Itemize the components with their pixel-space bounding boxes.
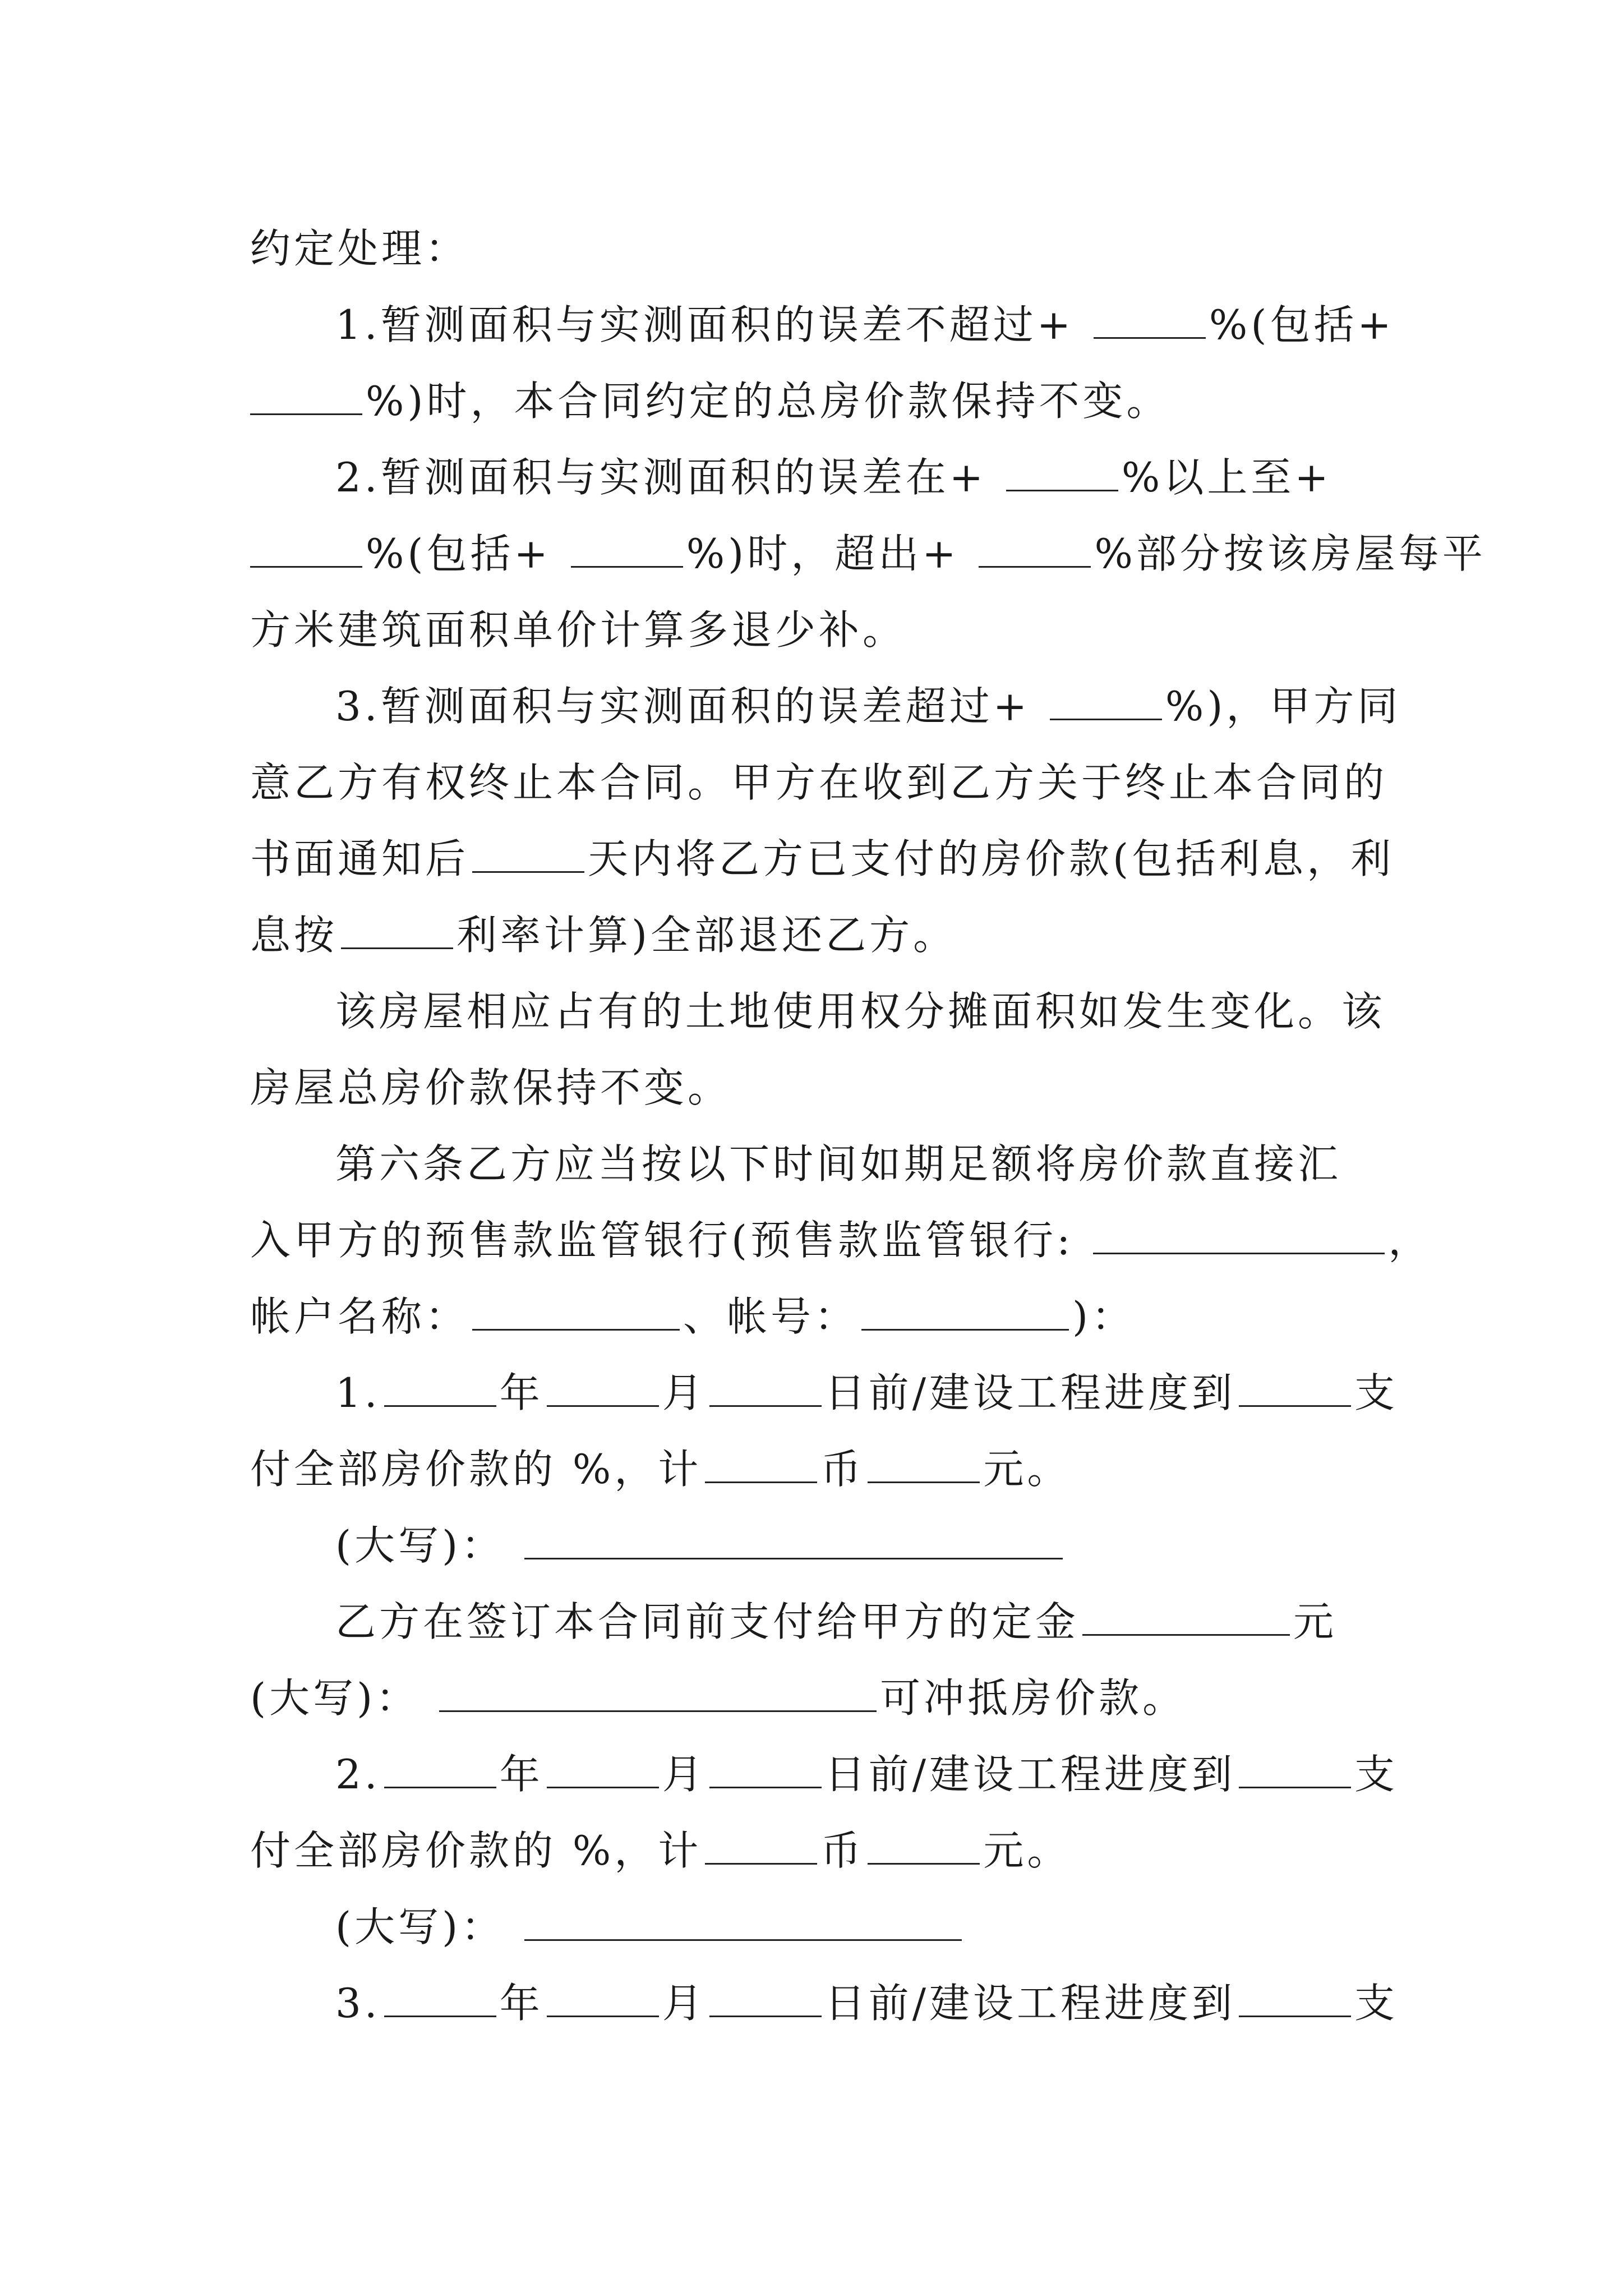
- line-text: %)时，本合同约定的总房价款保持不变。: [366, 378, 1170, 425]
- line-text: 支: [1354, 1369, 1399, 1416]
- fill-blank[interactable]: [547, 1372, 659, 1407]
- fill-blank[interactable]: [1239, 1753, 1351, 1788]
- line-text: 可冲抵房价款。: [880, 1674, 1187, 1722]
- line-text: 、帐号：: [683, 1293, 859, 1340]
- text-line: [250, 287, 1395, 363]
- fill-blank[interactable]: [1082, 1600, 1290, 1636]
- fill-blank[interactable]: [250, 532, 362, 568]
- line-text: 日前/建设工程进度到: [824, 1980, 1235, 2027]
- fill-blank[interactable]: [472, 1295, 680, 1331]
- fill-blank[interactable]: [1050, 685, 1162, 720]
- line-text: (大写)：: [250, 1674, 420, 1722]
- line-text: 币: [820, 1827, 865, 1874]
- line-text: 日前/建设工程进度到: [824, 1369, 1235, 1416]
- text-line: [250, 1126, 1377, 1202]
- line-text: ，: [1388, 1217, 1432, 1264]
- text-line: [250, 1431, 1377, 1507]
- text-line: [250, 592, 1377, 668]
- fill-blank[interactable]: [341, 914, 453, 949]
- text-line: [250, 1965, 1399, 2041]
- fill-blank[interactable]: [705, 1829, 817, 1865]
- line-text: 支: [1354, 1751, 1399, 1798]
- line-text: 利率计算)全部退还乙方。: [457, 912, 957, 959]
- line-text: 年: [499, 1369, 543, 1416]
- fill-blank[interactable]: [1093, 1219, 1385, 1254]
- text-line: [250, 1889, 1377, 1965]
- text-line: [250, 973, 1386, 1050]
- line-text: )：: [1072, 1293, 1136, 1340]
- text-line: [250, 897, 1377, 973]
- line-text: 3.暂测面积与实测面积的误差超过+: [335, 683, 1031, 730]
- line-text: 年: [499, 1751, 543, 1798]
- line-text: 元。: [983, 1827, 1071, 1874]
- line-text: 币: [820, 1446, 865, 1493]
- fill-blank[interactable]: [250, 380, 362, 415]
- fill-blank[interactable]: [524, 1524, 1063, 1559]
- line-text: %)，甲方同: [1165, 683, 1401, 730]
- line-text: 元。: [983, 1446, 1071, 1493]
- fill-blank[interactable]: [1094, 303, 1206, 339]
- text-line: [250, 1584, 1377, 1660]
- fill-blank[interactable]: [384, 1372, 496, 1407]
- line-text: 1.: [335, 1369, 381, 1416]
- line-text: 息按: [250, 912, 338, 959]
- text-line: [250, 210, 1377, 287]
- line-text: %(包括+: [1209, 301, 1395, 348]
- line-text: 2.: [335, 1751, 381, 1798]
- fill-blank[interactable]: [524, 1906, 962, 1941]
- fill-blank[interactable]: [1006, 456, 1118, 491]
- line-text: 年: [499, 1980, 543, 2027]
- fill-blank[interactable]: [709, 1753, 822, 1788]
- line-text: %)时，超出+: [686, 530, 960, 577]
- line-text: 付全部房价款的 %，计: [250, 1827, 702, 1874]
- line-text: 书面通知后: [250, 835, 469, 882]
- text-line: [250, 439, 1377, 516]
- fill-blank[interactable]: [1239, 1372, 1351, 1407]
- contract-text: [250, 210, 1486, 2041]
- line-text: 支: [1354, 1980, 1399, 2027]
- text-line: [250, 1278, 1377, 1355]
- line-text: 意乙方有权终止本合同。甲方在收到乙方关于终止本合同的: [250, 759, 1388, 806]
- text-line: [250, 668, 1401, 744]
- text-line: [250, 1736, 1399, 1812]
- line-text: 月: [662, 1751, 706, 1798]
- line-text: 天内将乙方已支付的房价款(包括利息，利: [588, 835, 1395, 882]
- fill-blank[interactable]: [547, 1753, 659, 1788]
- fill-blank[interactable]: [472, 838, 584, 873]
- fill-blank[interactable]: [868, 1448, 980, 1483]
- fill-blank[interactable]: [384, 1982, 496, 2017]
- fill-blank[interactable]: [384, 1753, 496, 1788]
- text-line: [250, 363, 1377, 439]
- fill-blank[interactable]: [705, 1448, 817, 1483]
- text-line: [250, 1355, 1399, 1431]
- text-line: [250, 516, 1486, 592]
- line-text: 付全部房价款的 %，计: [250, 1446, 702, 1493]
- line-text: 约定处理：: [250, 225, 469, 272]
- line-text: 第六条乙方应当按以下时间如期足额将房价款直接汇: [335, 1140, 1342, 1188]
- text-line: [250, 1050, 1377, 1126]
- line-text: 房屋总房价款保持不变。: [250, 1064, 732, 1111]
- fill-blank[interactable]: [861, 1295, 1069, 1331]
- line-text: 入甲方的预售款监管银行(预售款监管银行:: [250, 1217, 1074, 1264]
- line-text: 帐户名称：: [250, 1293, 469, 1340]
- line-text: 乙方在签订本合同前支付给甲方的定金: [335, 1598, 1080, 1645]
- fill-blank[interactable]: [439, 1677, 877, 1712]
- line-text: (大写)：: [335, 1903, 505, 1950]
- line-text: 该房屋相应占有的土地使用权分摊面积如发生变化。该: [335, 988, 1386, 1035]
- fill-blank[interactable]: [547, 1982, 659, 2017]
- fill-blank[interactable]: [868, 1829, 980, 1865]
- text-line: [250, 1507, 1377, 1584]
- fill-blank[interactable]: [571, 532, 683, 568]
- text-line: [250, 1812, 1377, 1889]
- text-line: [250, 744, 1388, 821]
- text-line: [250, 1202, 1432, 1278]
- text-line: [250, 821, 1395, 897]
- text-line: [250, 1660, 1377, 1736]
- fill-blank[interactable]: [709, 1372, 822, 1407]
- fill-blank[interactable]: [1239, 1982, 1351, 2017]
- line-text: 3.: [335, 1980, 381, 2027]
- line-text: 月: [662, 1369, 706, 1416]
- line-text: 元: [1293, 1598, 1338, 1645]
- line-text: 2.暂测面积与实测面积的误差在+: [335, 454, 987, 501]
- line-text: 日前/建设工程进度到: [824, 1751, 1235, 1798]
- line-text: (大写)：: [335, 1522, 505, 1569]
- line-text: 方米建筑面积单价计算多退少补。: [250, 606, 907, 654]
- line-text: %以上至+: [1121, 454, 1332, 501]
- line-text: 1.暂测面积与实测面积的误差不超过+: [335, 301, 1075, 348]
- fill-blank[interactable]: [979, 532, 1091, 568]
- line-text: %(包括+: [366, 530, 551, 577]
- line-text: 月: [662, 1980, 706, 2027]
- fill-blank[interactable]: [709, 1982, 822, 2017]
- line-text: %部分按该房屋每平: [1094, 530, 1486, 577]
